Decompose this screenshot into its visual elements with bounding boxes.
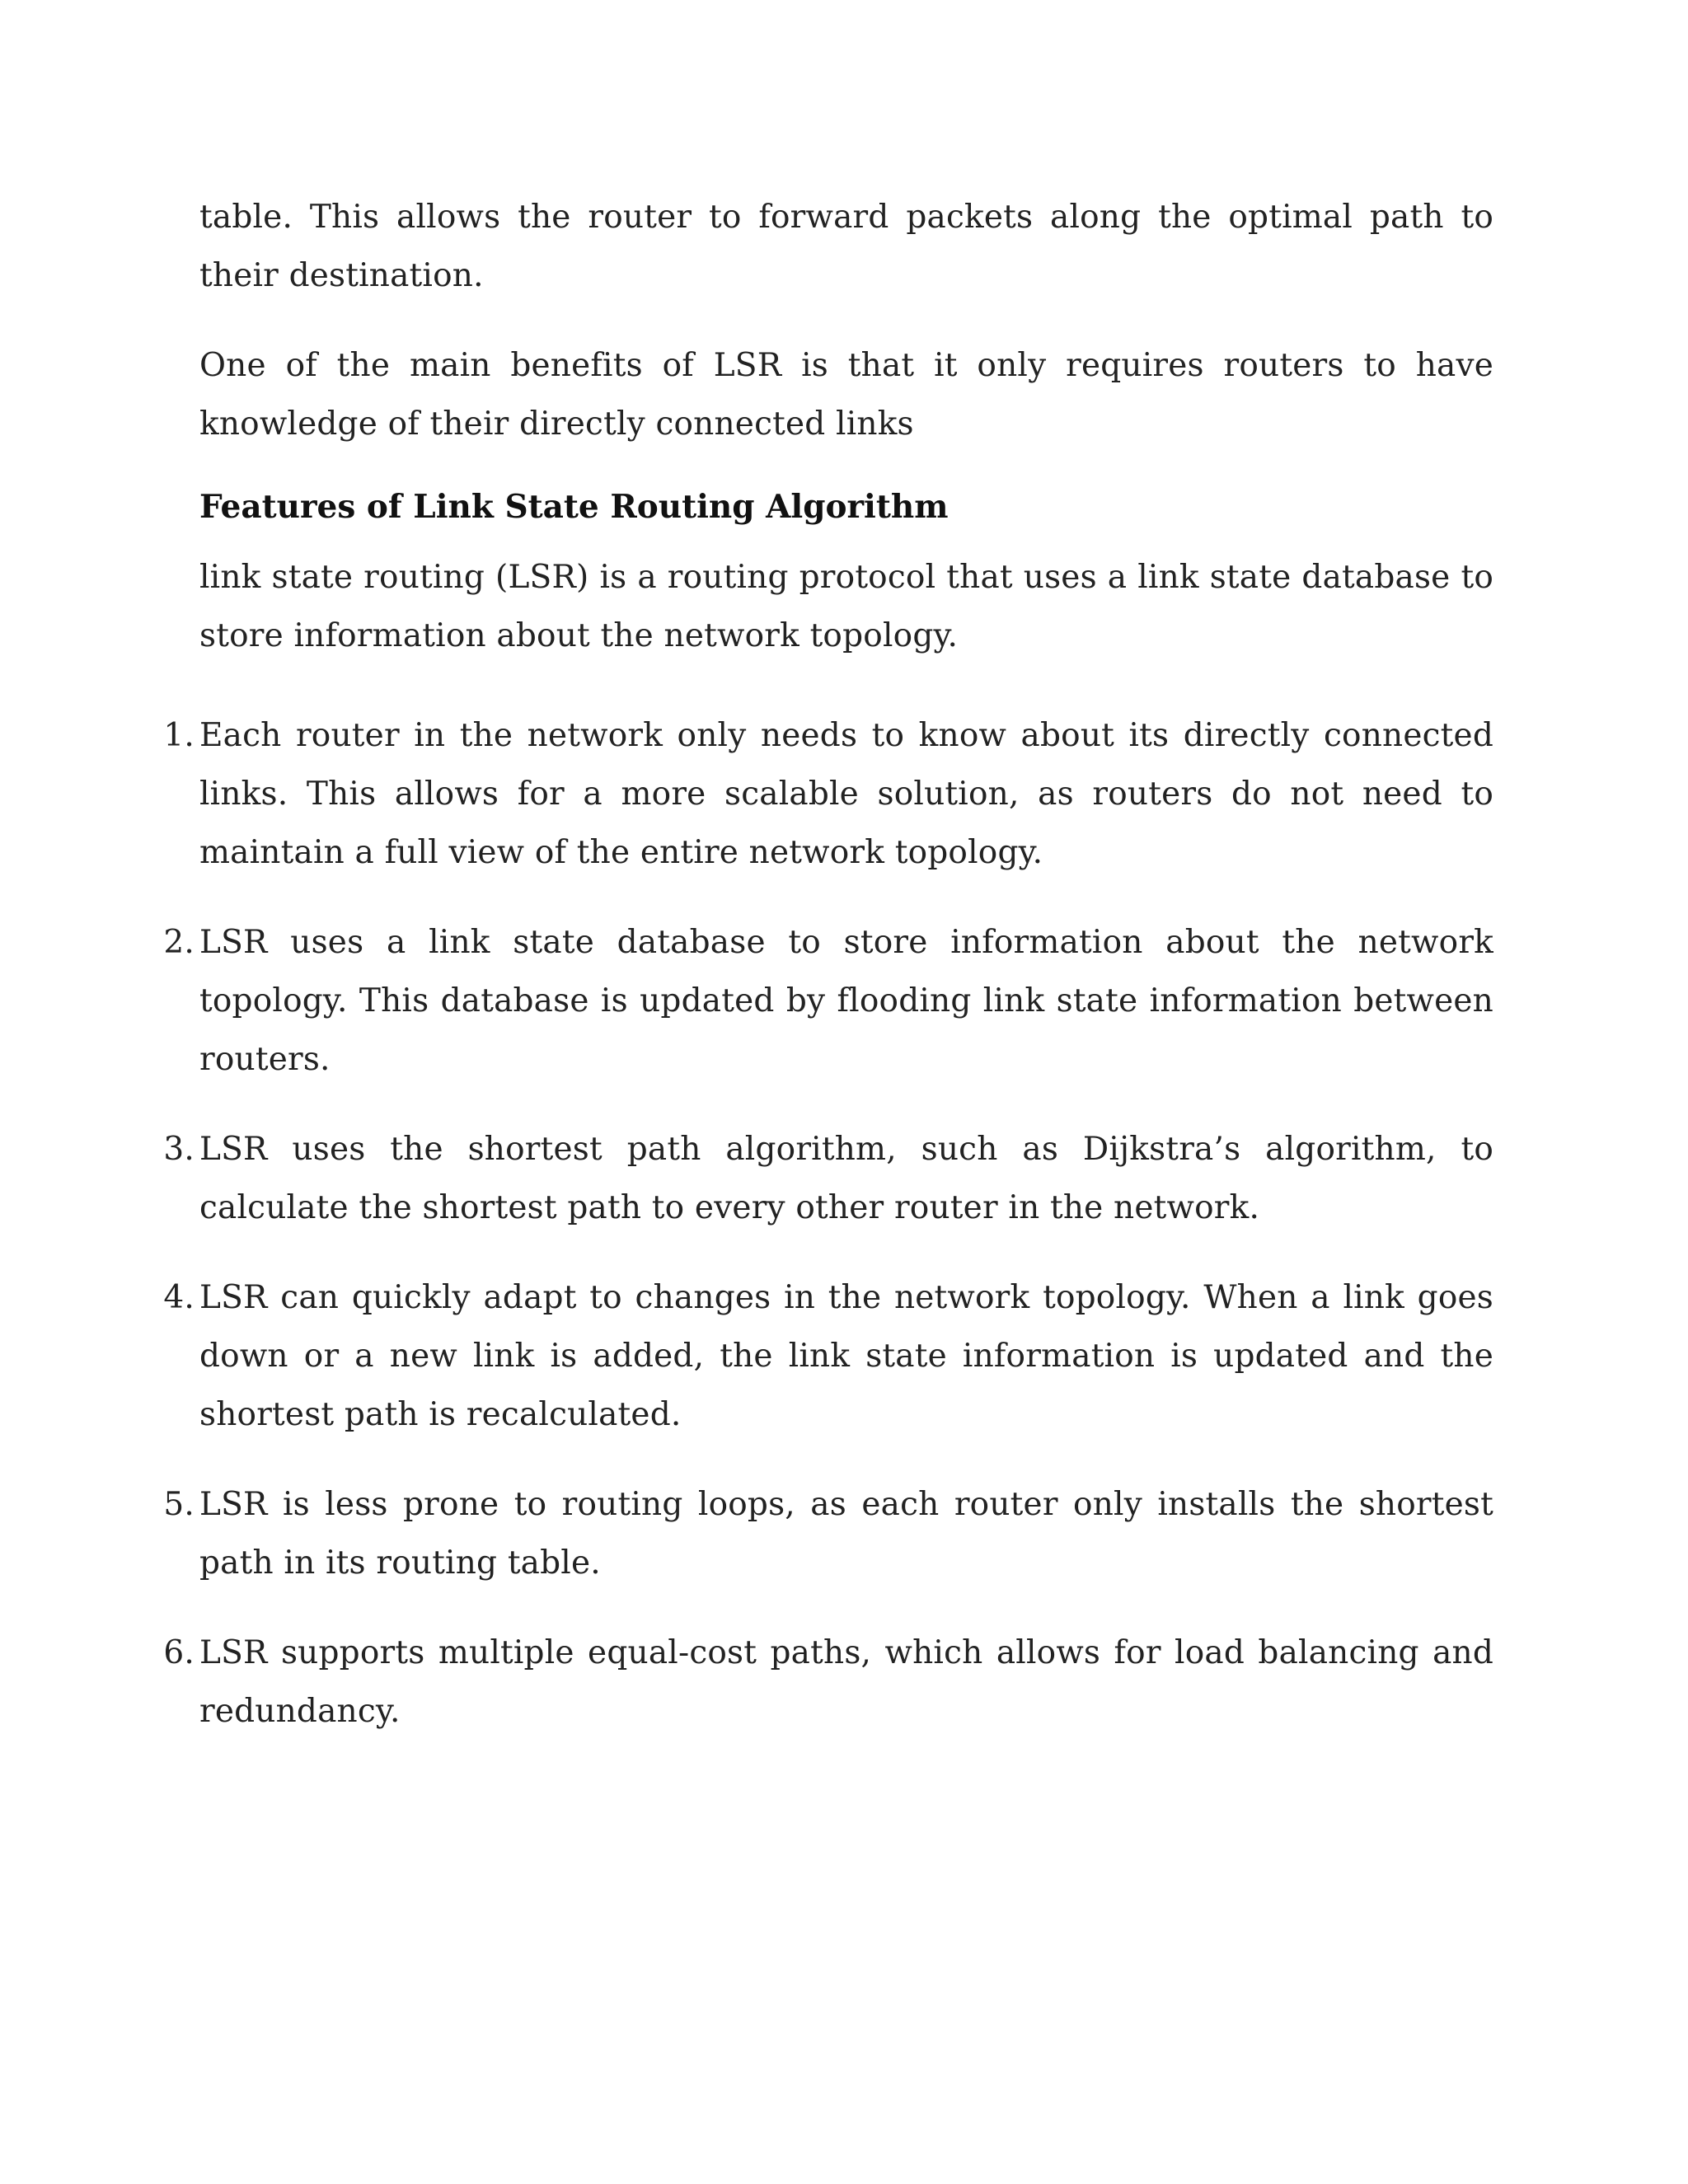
list-item-text: LSR uses a link state database to store information about the network topology. This database is updated by flooding link state information between routers. <box>199 924 1493 1078</box>
list-item <box>163 1475 1493 1592</box>
features-list <box>163 706 1493 1741</box>
list-item-text: LSR supports multiple equal-cost paths, which allows for load balancing and redundancy. <box>199 1634 1493 1730</box>
list-item-text: Each router in the network only needs to know about its directly connected links. This allows for a more scalable solution, as routers do not need to maintain a full view of the entire network topology. <box>199 717 1493 871</box>
list-number: 4. <box>163 1279 195 1316</box>
text-column <box>163 188 1493 1772</box>
section-heading: Features of Link State Routing Algorithm <box>199 488 949 526</box>
list-item-text: LSR is less prone to routing loops, as each router only installs the shortest path in its routing table. <box>199 1486 1493 1582</box>
list-number: 6. <box>163 1634 195 1671</box>
list-number: 3. <box>163 1131 195 1168</box>
list-number: 5. <box>163 1486 195 1523</box>
list-number: 1. <box>163 717 195 754</box>
list-item <box>163 1268 1493 1444</box>
list-number: 2. <box>163 924 195 961</box>
list-item <box>163 1120 1493 1237</box>
intro-continuation-paragraph: table. This allows the router to forward packets along the optimal path to their destination. <box>199 199 1493 294</box>
benefit-paragraph: One of the main benefits of LSR is that it only requires routers to have knowledge of their directly connected links <box>199 347 1493 443</box>
list-item <box>163 1624 1493 1741</box>
section-description: link state routing (LSR) is a routing protocol that uses a link state database to store information about the network topology. <box>199 559 1493 654</box>
list-item-text: LSR can quickly adapt to changes in the network topology. When a link goes down or a new link is added, the link state information is updated and the shortest path is recalculated. <box>199 1279 1493 1433</box>
list-item <box>163 706 1493 882</box>
list-item <box>163 913 1493 1089</box>
list-item-text: LSR uses the shortest path algorithm, such as Dijkstra’s algorithm, to calculate the shortest path to every other router in the network. <box>199 1131 1493 1226</box>
